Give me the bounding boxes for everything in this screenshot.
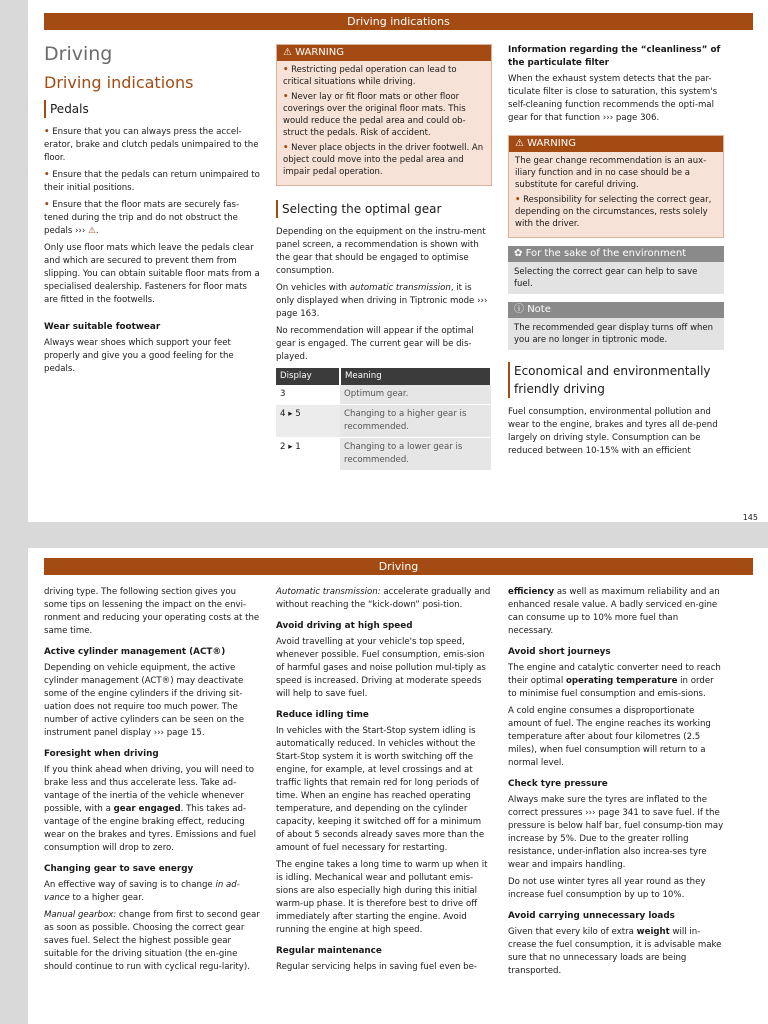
intro-text: driving type. The following section gives you some tips on lessening the impact on the envi-ronment and reducing your operating costs at the same time.	[44, 587, 260, 636]
warning-header: ⚠ WARNING	[509, 136, 723, 152]
idle-text: In vehicles with the Start-Stop system idling is automatically reduced. In vehicles without the Start-Stop system it is worth switching off the engine, for example, at level crossings and at traffic lights that remain red for long periods of time. When an engine has reached operating temperature, and depending on the cylinder capacity, keeping it switched off for a minimum of about 5 seconds already saves more than the amount of fuel necessary for restarting.	[276, 726, 485, 853]
gear-text-1: Depending on the equipment on the instru-ment panel screen, a recommendation is shown with the gear that should be engaged to optimise consumption.	[276, 227, 486, 276]
tyre-text: Always make sure the tyres are inflated to the correct pressures ››› page 341 to save fuel. If the pressure is below half bar, fuel consump-tion may increase by 5%. Due to the greater rolling resistance, under-inflation also increa-ses tyre wear and impairs handling.	[508, 795, 724, 870]
info-icon: ⓘ	[514, 304, 524, 315]
footwear-heading: Wear suitable footwear	[44, 322, 161, 332]
chapter-title: Driving	[44, 43, 113, 65]
eco-text: Fuel consumption, environmental pollution and wear to the engine, brakes and tyres all de-pend largely on driving style. Consumption can be reduced between 10-15% with an efficient	[508, 407, 718, 456]
bullet-item: • Ensure that the floor mats are securely fas-tened during the trip and do not obstruct the pedals ››› ⚠.	[44, 200, 240, 236]
table-row	[276, 405, 491, 438]
maintenance-text: Regular servicing helps in saving fuel even be-	[276, 962, 477, 972]
table-header-row	[276, 368, 491, 385]
floor-mats-text: Only use floor mats which leave the pedals clear and which are secured to prevent them from slipping. You can obtain suitable floor mats from a specialised dealership. Fasteners for floor mats are fitted in the footwells.	[44, 243, 260, 305]
table-header: Meaning	[340, 368, 491, 385]
note-box	[508, 302, 724, 350]
table-cell: Changing to a lower gear is recommended.	[340, 438, 491, 471]
change-gear-text: An effective way of saving is to change in ad-vance to a higher gear.	[44, 880, 240, 903]
environment-box	[508, 246, 724, 294]
page-number: 145	[742, 513, 758, 522]
table-cell: 2 ▸ 1	[276, 438, 340, 471]
warning-item: • Responsibility for selecting the correct gear, depending on the circumstances, rests solely with the driver.	[515, 195, 712, 229]
column-1	[44, 586, 260, 978]
winter-tyres-text: Do not use winter tyres all year round as they increase fuel consumption by up to 10%.	[508, 877, 706, 900]
section-banner: Driving	[44, 558, 753, 575]
footwear-text: Always wear shoes which support your feet properly and give you a good feeling for the pedals.	[44, 338, 234, 374]
bullet-item: • Ensure that you can always press the accel-erator, brake and clutch pedals unimpaired to the floor.	[44, 127, 259, 163]
warning-item: • Restricting pedal operation can lead to critical situations while driving.	[283, 65, 457, 87]
tyre-heading: Check tyre pressure	[508, 779, 608, 789]
bullet-icon: •	[44, 170, 50, 180]
act-heading: Active cylinder management (ACT®)	[44, 647, 226, 657]
section-title: Driving indications	[44, 73, 194, 92]
foresight-text: If you think ahead when driving, you will need to brake less and thus accelerate less. Take ad-vantage of the inertia of the vehicle whenever possible, with a gear engaged. This takes ad-vantage of the engine braking effect, reducing wear on the brakes and tyres. Emissions and fuel consumption will drop to zero.	[44, 765, 256, 853]
environment-header: ✿ For the sake of the environment	[508, 246, 724, 262]
warning-triangle-icon: ⚠	[88, 226, 96, 236]
section-banner: Driving indications	[44, 13, 753, 30]
loads-text: Given that every kilo of extra weight will in-crease the fuel consumption, it is advisable make sure that no unnecessary loads are being transported.	[508, 927, 722, 976]
warm-up-text: The engine takes a long time to warm up when it is idling. Mechanical wear and pollutant emis-sions are also especially high during this initial warm-up phase. It is therefore best to drive off immediately after starting the engine. Avoid running the engine at high speed.	[276, 860, 488, 935]
speed-heading: Avoid driving at high speed	[276, 621, 413, 631]
table-cell: 3	[276, 385, 340, 405]
gear-heading: Selecting the optimal gear	[276, 200, 492, 218]
table-header: Display	[276, 368, 340, 385]
warning-triangle-icon: ⚠	[283, 47, 292, 58]
table-row	[276, 385, 491, 405]
warning-box	[508, 135, 724, 238]
loads-heading: Avoid carrying unnecessary loads	[508, 911, 675, 921]
filter-text: When the exhaust system detects that the par-ticulate filter is close to saturation, this system's self-cleaning function recommends the opti-mal gear for that function ››› page 306.	[508, 74, 718, 123]
column-1	[44, 42, 260, 380]
manual-gearbox-text: Manual gearbox: change from first to second gear as soon as possible. Choosing the correct gear saves fuel. Select the highest possible gear suitable for the driving situation (the en-gine should continue to run with cyclical regu-larity).	[44, 910, 260, 972]
warning-box	[276, 44, 492, 186]
table-row	[276, 438, 491, 471]
short-journeys-text: The engine and catalytic converter need to reach their optimal operating temperature in order to minimise fuel consumption and emis-sions.	[508, 663, 721, 699]
act-text: Depending on vehicle equipment, the active cylinder management (ACT®) may deactivate some of the engine cylinders if the driving sit-uation does not require too much power. The number of active cylinders can be seen on the instrument panel display ››› page 15.	[44, 663, 245, 738]
gear-text-2: On vehicles with automatic transmission, it is only displayed when driving in Tiptronic mode ››› page 163.	[276, 283, 488, 319]
maintenance-heading: Regular maintenance	[276, 946, 382, 956]
speed-text: Avoid travelling at your vehicle's top speed, whenever possible. Fuel consumption, emis-sion of harmful gases and noise pollution mul-tiply as speed is increased. Driving at moderate speeds will help to save fuel.	[276, 637, 486, 699]
idle-heading: Reduce idling time	[276, 710, 369, 720]
warning-triangle-icon: ⚠	[515, 138, 524, 149]
column-2	[276, 44, 492, 471]
manual-page-146	[28, 548, 768, 1024]
short-journeys-heading: Avoid short journeys	[508, 647, 611, 657]
foresight-heading: Foresight when driving	[44, 749, 159, 759]
eco-heading: Economical and environmentally friendly driving	[508, 362, 724, 398]
environment-text: Selecting the correct gear can help to save fuel.	[508, 262, 724, 294]
cold-engine-text: A cold engine consumes a disproportionate amount of fuel. The engine reaches its working temperature after about four kilometres (2.5 miles), when fuel consumption will return to a normal level.	[508, 706, 711, 768]
automatic-text: Automatic transmission: accelerate gradually and without reaching the “kick-down” posi-tion.	[276, 587, 491, 610]
column-3	[508, 586, 724, 982]
manual-page-145	[28, 0, 768, 522]
note-header: ⓘ Note	[508, 302, 724, 318]
table-cell: Changing to a higher gear is recommended.	[340, 405, 491, 438]
warning-item: • Never lay or fit floor mats or other floor coverings over the original floor mats. This would reduce the pedal area and could ob-struct the pedals. Risk of accident.	[283, 92, 466, 138]
warning-item: • Never place objects in the driver footwell. An object could move into the pedal area and impair pedal operation.	[283, 143, 484, 177]
table-cell: Optimum gear.	[340, 385, 491, 405]
filter-heading: Information regarding the “cleanliness” of the particulate filter	[508, 45, 721, 68]
column-2	[276, 586, 492, 978]
efficiency-text: efficiency as well as maximum reliability and an enhanced resale value. A badly serviced en-gine can consume up to 10% more fuel than necessary.	[508, 587, 720, 636]
warning-header: ⚠ WARNING	[277, 45, 491, 61]
pedals-heading: Pedals	[44, 100, 260, 118]
leaf-icon: ✿	[514, 248, 523, 259]
table-cell: 4 ▸ 5	[276, 405, 340, 438]
bullet-icon: •	[44, 200, 50, 210]
change-gear-heading: Changing gear to save energy	[44, 864, 194, 874]
gear-display-table	[276, 368, 492, 471]
bullet-icon: •	[44, 127, 50, 137]
gear-text-3: No recommendation will appear if the optimal gear is engaged. The current gear will be dis-played.	[276, 326, 474, 362]
column-3	[508, 44, 724, 462]
note-text: The recommended gear display turns off when you are no longer in tiptronic mode.	[508, 318, 724, 350]
bullet-item: • Ensure that the pedals can return unimpaired to their initial positions.	[44, 170, 260, 193]
warning-item: The gear change recommendation is an aux-iliary function and in no case should be a substitute for careful driving.	[515, 156, 707, 190]
